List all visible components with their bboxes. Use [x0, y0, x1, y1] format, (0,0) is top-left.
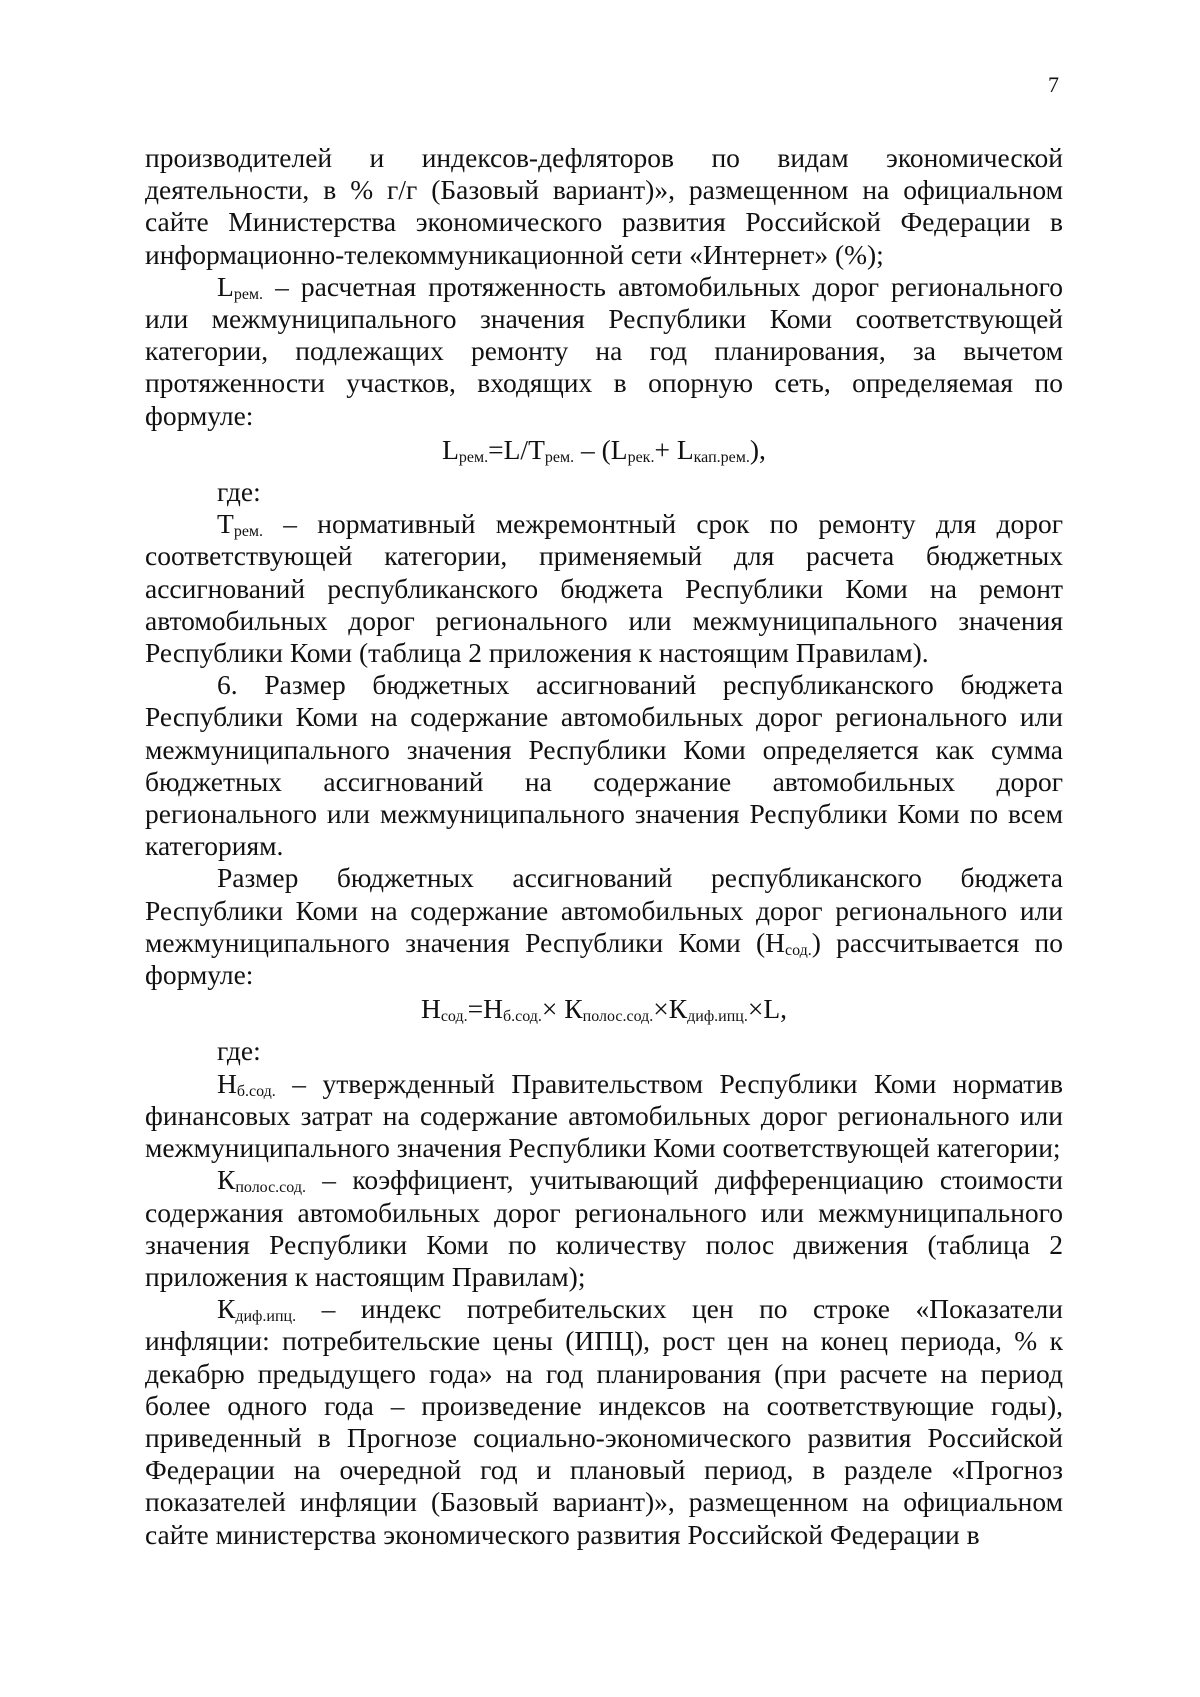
formula-subscript: рем. [544, 448, 575, 466]
subscript-dif-ipc: диф.ипц. [235, 1308, 297, 1326]
definition-k-polos-text: – коэффициент, учитывающий дифференциацию стоимости содержания автомобильных дорог регионального или межмуниципального значения Республики Коми по количеству полос движения (таблица 2 приложения к настоящим Правилам); [145, 1164, 1063, 1292]
paragraph-continuation: производителей и индексов-дефляторов по видам экономической деятельности, в % г/г (Базовый вариант)», размещенном на официальном сайте Министерства экономического развития Российской Федерации в информационно-телекоммуникационной сети «Интернет» (%); [145, 142, 1063, 270]
definition-l-rem-text: – расчетная протяженность автомобильных дорог регионального или межмуниципального значения Республики Коми соответствующей категории, подлежащих ремонту на год планирования, за вычетом протяженности участков, входящих в опорную сеть, определяемая по формуле: [145, 270, 1063, 431]
definition-k-polos [145, 1164, 1063, 1293]
symbol-k: К [217, 1164, 236, 1196]
formula-l-rem [145, 434, 1063, 466]
definition-t-rem [145, 508, 1063, 669]
definition-t-rem-text: – нормативный межремонтный срок по ремонту для дорог соответствующей категории, применяемый для расчета бюджетных ассигнований республиканского бюджета Республики Коми на ремонт автомобильных дорог регионального или межмуниципального значения Республики Коми (таблица 2 приложения к настоящим Правилам). [145, 508, 1063, 669]
formula-subscript: рем. [458, 448, 489, 466]
symbol-k: К [217, 1293, 236, 1325]
formula-part: – (L [574, 433, 628, 465]
formula-part: Н [420, 993, 441, 1025]
formula-part: =L/T [488, 433, 545, 465]
formula-subscript: кап.рем. [693, 448, 750, 466]
formula-n-sod [145, 993, 1063, 1025]
symbol-l: L [217, 270, 234, 302]
definition-n-b-sod-text: – утвержденный Правительством Республики Коми норматив финансовых затрат на содержание автомобильных дорог регионального или межмуниципального значения Республики Коми соответствующей категории; [145, 1067, 1063, 1164]
symbol-n: Н [217, 1067, 237, 1099]
document-body [145, 142, 1063, 1551]
subscript-sod: сод. [784, 941, 812, 959]
definition-l-rem [145, 271, 1063, 432]
formula-part: × К [541, 993, 583, 1025]
formula-subscript: б.сод. [502, 1008, 542, 1026]
paragraph-text: ) рассчитывается по формуле: [145, 926, 1063, 991]
formula-part: ×К [653, 993, 688, 1025]
subscript-polos-sod: полос.сод. [235, 1179, 306, 1197]
formula-subscript: полос.сод. [582, 1008, 654, 1026]
where-label: где: [217, 476, 261, 508]
formula-subscript: рек. [627, 448, 655, 466]
paragraph-text: Размер бюджетных ассигнований республиканского бюджета Республики Коми на содержание автомобильных дорог регионального или межмуниципального значения Республики Коми (Н [145, 862, 1063, 958]
definition-k-dif-text: – индекс потребительских цен по строке «Показатели инфляции: потребительские цены (ИПЦ), рост цен на конец периода, % к декабрю предыдущего года» на год планирования (при расчете на период более одного года – произведение индексов на соответствующие годы), приведенный в Прогнозе социально-экономического развития Российской Федерации на очередной год и плановый период, в разделе «Прогноз показателей инфляции (Базовый вариант)», размещенном на официальном сайте министерства экономического развития Российской Федерации в [145, 1293, 1063, 1550]
subscript-rem: рем. [233, 285, 264, 303]
formula-part: L [442, 433, 459, 465]
definition-k-dif [145, 1293, 1063, 1551]
definition-n-b-sod [145, 1068, 1063, 1165]
subscript-rem: рем. [233, 523, 264, 541]
formula-subscript: диф.ипц. [687, 1008, 748, 1026]
formula-subscript: сод. [440, 1008, 468, 1026]
formula-part: + L [654, 433, 694, 465]
formula-part: =Н [467, 993, 503, 1025]
subscript-b-sod: б.сод. [236, 1082, 276, 1100]
where-label: где: [217, 1035, 261, 1067]
formula-part: ), [749, 433, 766, 465]
symbol-t: Т [217, 508, 234, 540]
paragraph-6: 6. Размер бюджетных ассигнований республиканского бюджета Республики Коми на содержание автомобильных дорог регионального или межмуниципального значения Республики Коми определяется как сумма бюджетных ассигнований на содержание автомобильных дорог регионального или межмуниципального значения Республики Коми по всем категориям. [145, 669, 1063, 862]
page-number: 7 [1048, 72, 1059, 97]
formula-part: ×L, [747, 993, 788, 1025]
paragraph-size-formula-intro [145, 862, 1063, 991]
